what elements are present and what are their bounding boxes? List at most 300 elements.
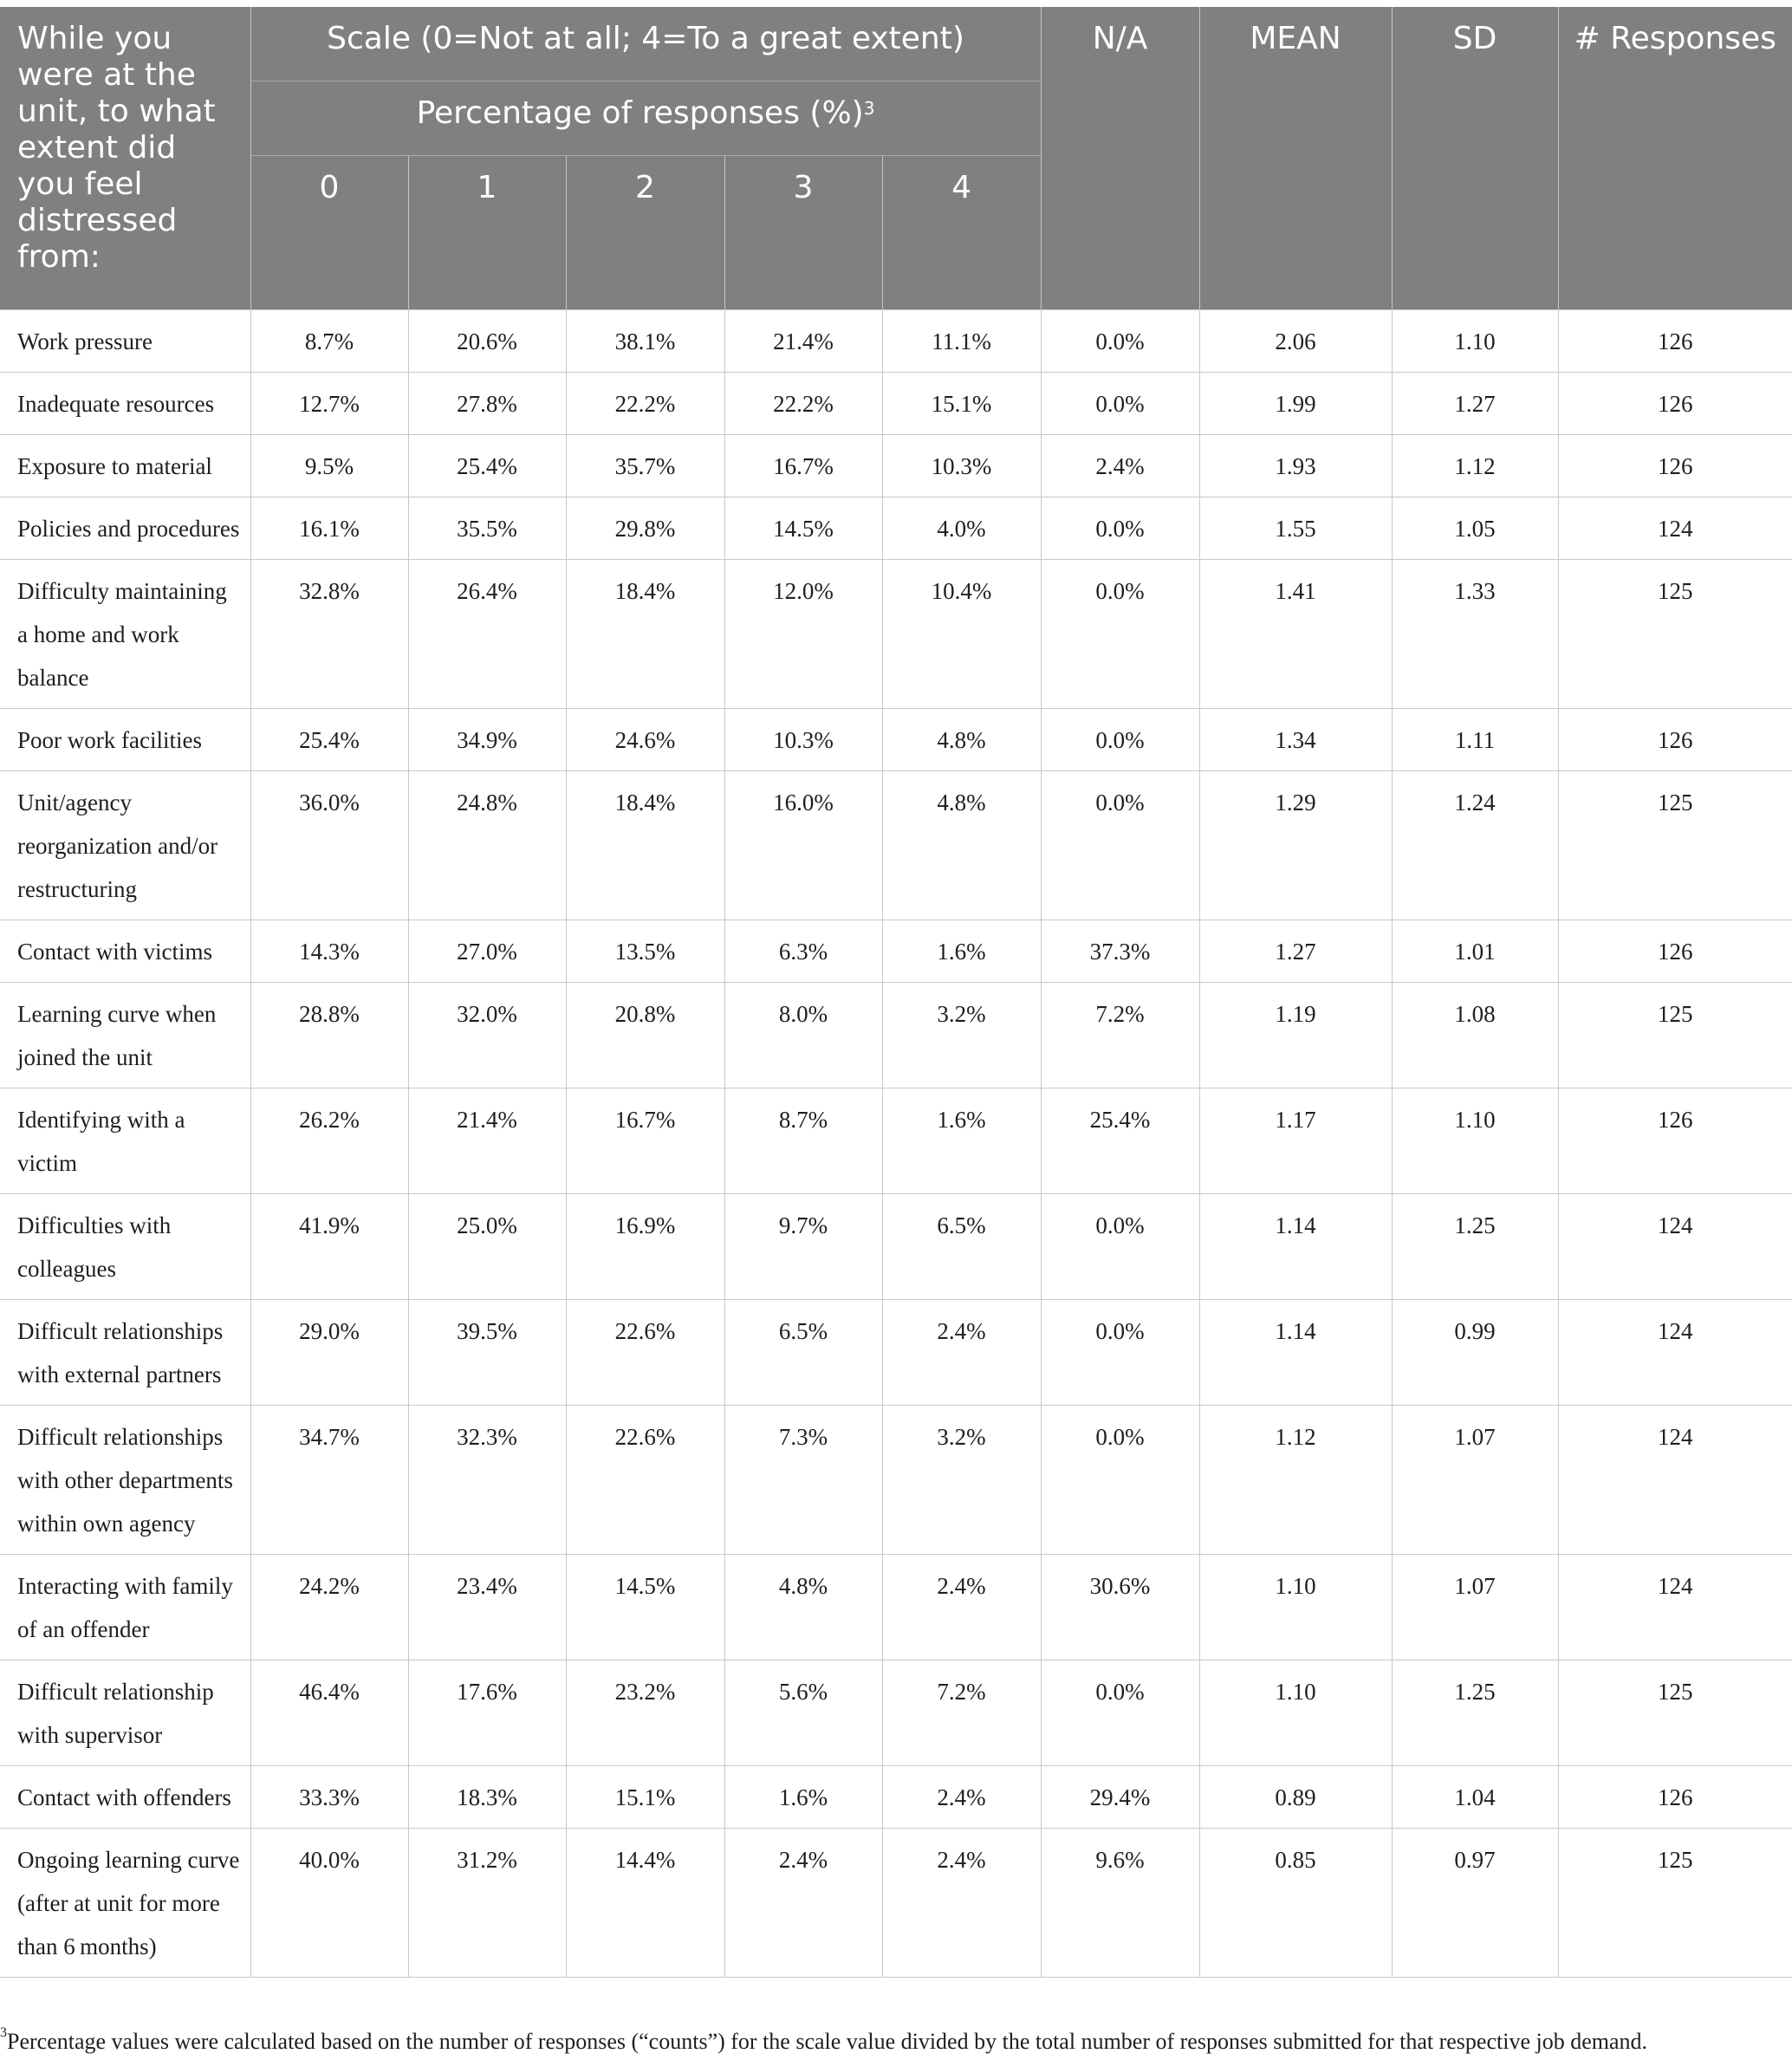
pct-4	[882, 310, 1041, 373]
responses-value	[1558, 1660, 1792, 1766]
sd-value	[1392, 1406, 1558, 1555]
mean-value	[1199, 435, 1392, 497]
na-value-text: 37.3%	[1089, 939, 1151, 965]
pct-4	[882, 709, 1041, 771]
pct-2	[566, 1555, 724, 1660]
pct-0-text: 29.0%	[299, 1318, 360, 1344]
pct-1-text: 18.3%	[457, 1784, 517, 1810]
distress-table	[0, 7, 1792, 1978]
pct-0	[250, 1088, 408, 1194]
pct-2-text: 38.1%	[614, 328, 676, 354]
pct-4-text: 1.6%	[937, 939, 986, 965]
responses-value	[1558, 497, 1792, 560]
pct-4-text: 2.4%	[937, 1318, 986, 1344]
pct-4	[882, 1555, 1041, 1660]
pct-2	[566, 920, 724, 983]
pct-2-text: 22.6%	[614, 1318, 676, 1344]
pct-1	[408, 373, 566, 435]
sd-value	[1392, 373, 1558, 435]
pct-0	[250, 1555, 408, 1660]
responses-value	[1558, 983, 1792, 1088]
footnote-text: Percentage values were calculated based on the number of responses (“counts”) for the scale value divided by the total number of responses submitted for that respective job demand.	[7, 2029, 1648, 2054]
responses-value	[1558, 920, 1792, 983]
pct-1	[408, 1555, 566, 1660]
pct-4	[882, 560, 1041, 709]
pct-3	[724, 497, 882, 560]
pct-1-text: 24.8%	[457, 790, 517, 816]
pct-3-text: 8.7%	[778, 1107, 828, 1133]
responses-value-text: 126	[1658, 391, 1693, 417]
pct-2	[566, 497, 724, 560]
table-row	[0, 771, 1792, 920]
percentage-header-label: Percentage of responses (%)	[416, 95, 864, 131]
table-row	[0, 983, 1792, 1088]
responses-value	[1558, 1300, 1792, 1406]
pct-3	[724, 560, 882, 709]
pct-4-text: 10.4%	[931, 578, 992, 604]
pct-1-text: 32.3%	[457, 1424, 517, 1450]
pct-1	[408, 560, 566, 709]
row-label-text: Unit/agency reorganization and/or restructuring	[17, 790, 218, 902]
row-label-text: Interacting with family of an offender	[17, 1573, 233, 1642]
pct-2	[566, 560, 724, 709]
na-value	[1041, 771, 1199, 920]
sd-value	[1392, 1766, 1558, 1829]
pct-2	[566, 373, 724, 435]
pct-2	[566, 1194, 724, 1300]
pct-0	[250, 771, 408, 920]
sd-value-text: 1.10	[1454, 328, 1496, 354]
scale-value-2: 2	[566, 156, 724, 310]
pct-4-text: 2.4%	[937, 1573, 986, 1599]
pct-1-text: 25.4%	[457, 453, 517, 479]
question-header: While you were at the unit, to what extent did you feel distressed from:	[0, 7, 250, 310]
pct-2-text: 14.5%	[614, 1573, 676, 1599]
sd-value	[1392, 310, 1558, 373]
pct-0-text: 40.0%	[299, 1847, 360, 1873]
pct-0-text: 32.8%	[299, 578, 360, 604]
mean-value-text: 1.14	[1275, 1318, 1316, 1344]
mean-value-text: 1.17	[1275, 1107, 1316, 1133]
pct-0	[250, 310, 408, 373]
pct-3-text: 5.6%	[778, 1679, 828, 1705]
scale-value-4: 4	[882, 156, 1041, 310]
sd-value-text: 1.27	[1454, 391, 1496, 417]
na-value	[1041, 1660, 1199, 1766]
pct-2	[566, 1088, 724, 1194]
pct-4	[882, 435, 1041, 497]
responses-value	[1558, 1829, 1792, 1978]
responses-value	[1558, 1555, 1792, 1660]
pct-1-text: 39.5%	[457, 1318, 517, 1344]
pct-1	[408, 771, 566, 920]
pct-4-text: 4.0%	[937, 516, 986, 542]
table-row	[0, 310, 1792, 373]
na-value	[1041, 497, 1199, 560]
na-value	[1041, 1829, 1199, 1978]
pct-0-text: 33.3%	[299, 1784, 360, 1810]
table-row	[0, 1088, 1792, 1194]
responses-value-text: 125	[1658, 1001, 1693, 1027]
pct-3	[724, 1406, 882, 1555]
pct-3-text: 8.0%	[778, 1001, 828, 1027]
sd-value	[1392, 1829, 1558, 1978]
pct-1-text: 26.4%	[457, 578, 517, 604]
mean-value	[1199, 1766, 1392, 1829]
pct-1	[408, 1766, 566, 1829]
pct-3-text: 10.3%	[773, 727, 834, 753]
sd-value-text: 0.99	[1454, 1318, 1496, 1344]
table-row	[0, 497, 1792, 560]
na-value-text: 29.4%	[1089, 1784, 1151, 1810]
row-label	[0, 1088, 250, 1194]
sd-value	[1392, 771, 1558, 920]
sd-value-text: 1.24	[1454, 790, 1496, 816]
mean-value	[1199, 1555, 1392, 1660]
pct-1-text: 20.6%	[457, 328, 517, 354]
na-value-text: 0.0%	[1095, 516, 1145, 542]
pct-1-text: 25.0%	[457, 1212, 517, 1238]
table-row	[0, 1766, 1792, 1829]
pct-0	[250, 1829, 408, 1978]
na-value	[1041, 560, 1199, 709]
row-label-text: Work pressure	[17, 328, 153, 354]
percentage-footnote-mark: 3	[863, 98, 875, 119]
table-row	[0, 1406, 1792, 1555]
responses-value-text: 126	[1658, 727, 1693, 753]
pct-2-text: 35.7%	[614, 453, 676, 479]
sd-value	[1392, 560, 1558, 709]
pct-3	[724, 920, 882, 983]
responses-value	[1558, 1766, 1792, 1829]
table-row	[0, 1194, 1792, 1300]
na-value-text: 0.0%	[1095, 1212, 1145, 1238]
pct-4-text: 15.1%	[931, 391, 992, 417]
sd-value-text: 1.01	[1454, 939, 1496, 965]
pct-1	[408, 1829, 566, 1978]
na-value-text: 0.0%	[1095, 578, 1145, 604]
mean-value-text: 1.93	[1275, 453, 1316, 479]
pct-2-text: 13.5%	[614, 939, 676, 965]
pct-1	[408, 1300, 566, 1406]
pct-0	[250, 1406, 408, 1555]
pct-0-text: 16.1%	[299, 516, 360, 542]
row-label	[0, 920, 250, 983]
mean-value-text: 1.55	[1275, 516, 1316, 542]
pct-2	[566, 709, 724, 771]
pct-0-text: 46.4%	[299, 1679, 360, 1705]
row-label-text: Difficulty maintaining a home and work balance	[17, 578, 227, 691]
row-label	[0, 771, 250, 920]
na-value-text: 0.0%	[1095, 790, 1145, 816]
responses-value-text: 124	[1658, 1318, 1693, 1344]
pct-2	[566, 1766, 724, 1829]
pct-3	[724, 1088, 882, 1194]
mean-value	[1199, 497, 1392, 560]
scale-value-0: 0	[250, 156, 408, 310]
row-label	[0, 1555, 250, 1660]
pct-1-text: 31.2%	[457, 1847, 517, 1873]
mean-value	[1199, 1660, 1392, 1766]
row-label	[0, 1766, 250, 1829]
pct-0	[250, 435, 408, 497]
pct-3	[724, 1194, 882, 1300]
mean-value-text: 1.34	[1275, 727, 1316, 753]
na-value	[1041, 709, 1199, 771]
pct-2	[566, 435, 724, 497]
na-value-text: 0.0%	[1095, 1424, 1145, 1450]
mean-value-text: 1.29	[1275, 790, 1316, 816]
na-value	[1041, 920, 1199, 983]
table-row	[0, 920, 1792, 983]
na-value	[1041, 310, 1199, 373]
mean-value	[1199, 1194, 1392, 1300]
pct-3	[724, 310, 882, 373]
sd-value	[1392, 1194, 1558, 1300]
footnote	[0, 2025, 1792, 2055]
pct-2	[566, 310, 724, 373]
na-value-text: 7.2%	[1095, 1001, 1145, 1027]
pct-4	[882, 1766, 1041, 1829]
na-value-text: 0.0%	[1095, 1318, 1145, 1344]
na-value-text: 0.0%	[1095, 328, 1145, 354]
table-row	[0, 1660, 1792, 1766]
scale-header: Scale (0=Not at all; 4=To a great extent)	[250, 7, 1041, 81]
table-row	[0, 373, 1792, 435]
sd-value-text: 1.10	[1454, 1107, 1496, 1133]
mean-value	[1199, 920, 1392, 983]
na-value	[1041, 373, 1199, 435]
na-value	[1041, 1555, 1199, 1660]
na-value-text: 25.4%	[1089, 1107, 1151, 1133]
row-label	[0, 560, 250, 709]
responses-value-text: 125	[1658, 1847, 1693, 1873]
pct-1-text: 35.5%	[457, 516, 517, 542]
pct-3	[724, 1829, 882, 1978]
pct-2	[566, 771, 724, 920]
pct-2-text: 22.6%	[614, 1424, 676, 1450]
row-label	[0, 373, 250, 435]
responses-header: # Responses	[1558, 7, 1792, 310]
pct-0-text: 9.5%	[304, 453, 354, 479]
pct-4-text: 4.8%	[937, 727, 986, 753]
responses-value	[1558, 373, 1792, 435]
row-label-text: Poor work facilities	[17, 727, 202, 753]
table-row	[0, 709, 1792, 771]
pct-3	[724, 1660, 882, 1766]
pct-0-text: 25.4%	[299, 727, 360, 753]
responses-value	[1558, 709, 1792, 771]
pct-0-text: 8.7%	[304, 328, 354, 354]
sd-value	[1392, 983, 1558, 1088]
mean-value	[1199, 1406, 1392, 1555]
responses-value	[1558, 1194, 1792, 1300]
mean-header: MEAN	[1199, 7, 1392, 310]
pct-1	[408, 709, 566, 771]
pct-1-text: 23.4%	[457, 1573, 517, 1599]
mean-value-text: 1.99	[1275, 391, 1316, 417]
pct-4-text: 4.8%	[937, 790, 986, 816]
mean-value	[1199, 560, 1392, 709]
sd-value	[1392, 1088, 1558, 1194]
mean-value-text: 2.06	[1275, 328, 1316, 354]
mean-value-text: 1.10	[1275, 1573, 1316, 1599]
pct-2-text: 18.4%	[614, 578, 676, 604]
pct-4	[882, 497, 1041, 560]
sd-value	[1392, 920, 1558, 983]
pct-0	[250, 1660, 408, 1766]
pct-2-text: 16.7%	[614, 1107, 676, 1133]
pct-2	[566, 983, 724, 1088]
mean-value-text: 0.89	[1275, 1784, 1316, 1810]
pct-0	[250, 1766, 408, 1829]
responses-value-text: 125	[1658, 790, 1693, 816]
pct-4	[882, 983, 1041, 1088]
pct-3	[724, 709, 882, 771]
pct-1	[408, 435, 566, 497]
table-row	[0, 435, 1792, 497]
pct-4	[882, 771, 1041, 920]
responses-value-text: 126	[1658, 1784, 1693, 1810]
pct-2-text: 23.2%	[614, 1679, 676, 1705]
sd-value	[1392, 1300, 1558, 1406]
row-label-text: Ongoing learning curve (after at unit for more than 6 months)	[17, 1847, 240, 1959]
pct-3-text: 9.7%	[778, 1212, 828, 1238]
pct-4-text: 10.3%	[931, 453, 992, 479]
pct-3	[724, 771, 882, 920]
row-label-text: Difficult relationship with supervisor	[17, 1679, 214, 1748]
pct-4	[882, 1300, 1041, 1406]
pct-2	[566, 1406, 724, 1555]
pct-0-text: 41.9%	[299, 1212, 360, 1238]
pct-3-text: 1.6%	[778, 1784, 828, 1810]
responses-value-text: 124	[1658, 1212, 1693, 1238]
row-label	[0, 709, 250, 771]
pct-3-text: 4.8%	[778, 1573, 828, 1599]
mean-value	[1199, 983, 1392, 1088]
sd-value-text: 1.07	[1454, 1573, 1496, 1599]
pct-0	[250, 1300, 408, 1406]
mean-value-text: 0.85	[1275, 1847, 1316, 1873]
responses-value	[1558, 560, 1792, 709]
row-label-text: Inadequate resources	[17, 391, 215, 417]
pct-2	[566, 1300, 724, 1406]
row-label	[0, 1829, 250, 1978]
pct-0-text: 36.0%	[299, 790, 360, 816]
na-value-text: 0.0%	[1095, 727, 1145, 753]
pct-1	[408, 1406, 566, 1555]
pct-3	[724, 983, 882, 1088]
pct-0	[250, 983, 408, 1088]
mean-value-text: 1.19	[1275, 1001, 1316, 1027]
pct-4-text: 7.2%	[937, 1679, 986, 1705]
row-label	[0, 1660, 250, 1766]
row-label-text: Policies and procedures	[17, 516, 240, 542]
na-value	[1041, 1300, 1199, 1406]
pct-4	[882, 1660, 1041, 1766]
sd-value-text: 1.25	[1454, 1212, 1496, 1238]
table-row	[0, 560, 1792, 709]
pct-2-text: 20.8%	[614, 1001, 676, 1027]
percentage-header	[250, 81, 1041, 156]
pct-4	[882, 1194, 1041, 1300]
pct-2-text: 22.2%	[614, 391, 676, 417]
row-label-text: Identifying with a victim	[17, 1107, 185, 1176]
row-label-text: Learning curve when joined the unit	[17, 1001, 217, 1070]
table-row	[0, 1555, 1792, 1660]
mean-value-text: 1.27	[1275, 939, 1316, 965]
row-label-text: Difficulties with colleagues	[17, 1212, 172, 1282]
pct-0	[250, 1194, 408, 1300]
row-label	[0, 310, 250, 373]
pct-1	[408, 983, 566, 1088]
pct-2-text: 14.4%	[614, 1847, 676, 1873]
pct-1	[408, 310, 566, 373]
pct-0	[250, 373, 408, 435]
pct-2	[566, 1829, 724, 1978]
responses-value-text: 125	[1658, 578, 1693, 604]
table-row	[0, 1300, 1792, 1406]
table-body	[0, 310, 1792, 1978]
pct-3	[724, 373, 882, 435]
na-value	[1041, 1766, 1199, 1829]
pct-4	[882, 1088, 1041, 1194]
na-header: N/A	[1041, 7, 1199, 310]
pct-0-text: 28.8%	[299, 1001, 360, 1027]
table-row	[0, 1829, 1792, 1978]
responses-value-text: 126	[1658, 939, 1693, 965]
sd-value	[1392, 435, 1558, 497]
scale-value-3: 3	[724, 156, 882, 310]
row-label	[0, 983, 250, 1088]
pct-0-text: 34.7%	[299, 1424, 360, 1450]
pct-0-text: 26.2%	[299, 1107, 360, 1133]
responses-value-text: 126	[1658, 1107, 1693, 1133]
row-label-text: Difficult relationships with external partners	[17, 1318, 224, 1387]
pct-4-text: 2.4%	[937, 1847, 986, 1873]
pct-1	[408, 1660, 566, 1766]
na-value-text: 0.0%	[1095, 1679, 1145, 1705]
pct-3-text: 6.5%	[778, 1318, 828, 1344]
pct-2	[566, 1660, 724, 1766]
pct-1-text: 34.9%	[457, 727, 517, 753]
sd-value	[1392, 1660, 1558, 1766]
pct-4-text: 11.1%	[932, 328, 991, 354]
pct-3-text: 16.7%	[773, 453, 834, 479]
sd-value	[1392, 1555, 1558, 1660]
responses-value	[1558, 771, 1792, 920]
sd-value-text: 1.25	[1454, 1679, 1496, 1705]
pct-2-text: 29.8%	[614, 516, 676, 542]
pct-4-text: 3.2%	[937, 1001, 986, 1027]
sd-value-text: 1.12	[1454, 453, 1496, 479]
responses-value-text: 125	[1658, 1679, 1693, 1705]
pct-3-text: 12.0%	[773, 578, 834, 604]
na-value	[1041, 1088, 1199, 1194]
pct-4-text: 2.4%	[937, 1784, 986, 1810]
pct-3-text: 6.3%	[778, 939, 828, 965]
footnote-mark: 3	[0, 2025, 7, 2040]
na-value-text: 0.0%	[1095, 391, 1145, 417]
pct-4-text: 3.2%	[937, 1424, 986, 1450]
pct-3	[724, 435, 882, 497]
responses-value	[1558, 435, 1792, 497]
responses-value-text: 124	[1658, 1424, 1693, 1450]
responses-value	[1558, 1406, 1792, 1555]
responses-value-text: 124	[1658, 516, 1693, 542]
pct-0	[250, 709, 408, 771]
mean-value	[1199, 1088, 1392, 1194]
